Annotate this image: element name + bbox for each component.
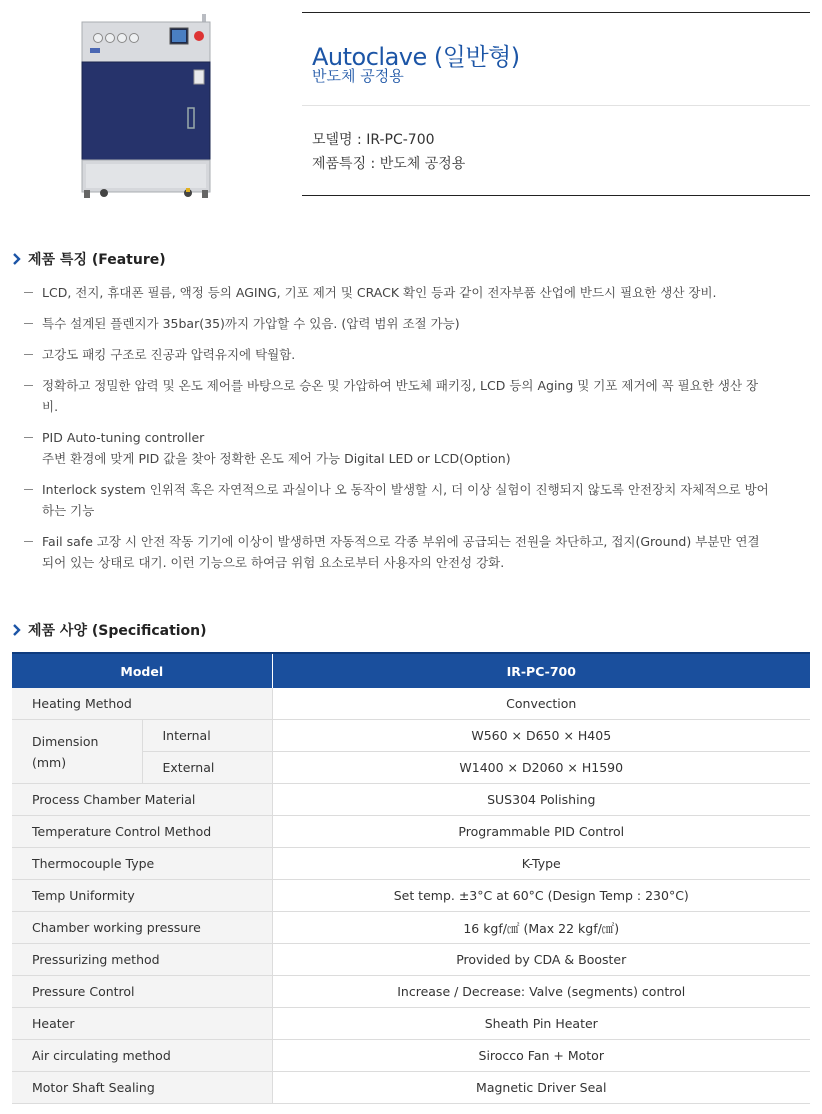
spec-value: Set temp. ±3°C at 60°C (Design Temp : 230°C) [272,880,810,912]
spec-label: Process Chamber Material [12,784,272,816]
table-row [12,688,810,720]
spec-value: W1400 × D2060 × H1590 [272,752,810,784]
spec-value: 16 kgf/㎠ (Max 22 kgf/㎠) [272,912,810,944]
dash-icon [24,354,33,355]
table-row [12,944,810,976]
feature-heading [12,249,166,269]
spec-heading [12,620,207,640]
feature-item [24,313,810,334]
spec-sublabel: External [142,752,272,784]
feature-item [24,479,810,521]
spec-value: Magnetic Driver Seal [272,1072,810,1104]
dash-icon [24,292,33,293]
feature-list [24,282,810,583]
feature-text: 하는 기능 [42,503,95,518]
feature-text: LCD, 전지, 휴대폰 필름, 액정 등의 AGING, 기포 제거 및 CRACK 확인 등과 같이 전자부품 산업에 반드시 필요한 생산 장비. [42,285,717,300]
spec-table [12,652,810,1104]
spec-label: Thermocouple Type [12,848,272,880]
product-title: Autoclave (일반형) [312,43,520,71]
spec-value: K-Type [272,848,810,880]
dash-icon [24,489,33,490]
spec-heading-text: 제품 사양 (Specification) [28,623,207,639]
spec-sublabel: Internal [142,720,272,752]
spec-value: Provided by CDA & Booster [272,944,810,976]
spec-col-value: IR-PC-700 [272,653,810,688]
feature-text: 되어 있는 상태로 대기. 이런 기능으로 하여금 위험 요소로부터 사용자의 안전성 강화. [42,555,505,570]
dimension-unit: (mm) [32,754,67,770]
spec-label [12,720,142,784]
spec-label: Air circulating method [12,1040,272,1072]
spec-header-row [12,653,810,688]
autoclave-machine-icon [76,12,216,202]
table-row [12,816,810,848]
feature-text: PID Auto-tuning controller [42,430,205,445]
dimension-label: Dimension [32,733,99,749]
spec-value: W560 × D650 × H405 [272,720,810,752]
table-row [12,1040,810,1072]
feature-text: Fail safe 고장 시 안전 작동 기기에 이상이 발생하면 자동적으로 각종 부위에 공급되는 전원을 차단하고, 접지(Ground) 부분만 연결 [42,534,760,549]
dash-icon [24,385,33,386]
feature-item [24,344,810,365]
title-divider [302,105,810,106]
product-title-block [302,12,810,196]
chevron-right-icon [12,253,22,265]
spec-label: Heating Method [12,688,272,720]
table-row [12,1008,810,1040]
feature-text: 비. [42,399,59,414]
spec-label: Motor Shaft Sealing [12,1072,272,1104]
table-row [12,880,810,912]
table-row [12,1072,810,1104]
feature-text: 정확하고 정밀한 압력 및 온도 제어를 바탕으로 승온 및 가압하여 반도체 패키징, LCD 등의 Aging 및 기포 제거에 꼭 필요한 생산 장 [42,378,759,393]
spec-label: Pressure Control [12,976,272,1008]
spec-col-model: Model [12,653,272,688]
spec-value: SUS304 Polishing [272,784,810,816]
product-subtitle: 반도체 공정용 [312,67,404,85]
dash-icon [24,323,33,324]
spec-value: Sheath Pin Heater [272,1008,810,1040]
table-row [12,912,810,944]
spec-label: Temperature Control Method [12,816,272,848]
spec-value: Programmable PID Control [272,816,810,848]
feature-text: Interlock system 인위적 혹은 자연적으로 과실이나 오 동작이 발생할 시, 더 이상 실험이 진행되지 않도록 안전장치 자체적으로 방어 [42,482,769,497]
feature-item [24,282,810,303]
feature-text: 고강도 패킹 구조로 진공과 압력유지에 탁월함. [42,347,296,362]
table-row [12,848,810,880]
dash-icon [24,437,33,438]
table-row [12,976,810,1008]
feature-heading-text: 제품 특징 (Feature) [28,252,166,268]
feature-item [24,531,810,573]
feature-text: 특수 설계된 플렌지가 35bar(35)까지 가압할 수 있음. (압력 범위 조절 가능) [42,316,460,331]
feature-text: 주변 환경에 맞게 PID 값을 찾아 정확한 온도 제어 가능 Digital LED or LCD(Option) [42,451,511,466]
table-row [12,720,810,752]
dash-icon [24,541,33,542]
spec-value: Sirocco Fan + Motor [272,1040,810,1072]
chevron-right-icon [12,624,22,636]
spec-label: Chamber working pressure [12,912,272,944]
model-name-line: 모델명 : IR-PC-700 [312,132,435,148]
table-row [12,784,810,816]
spec-label: Temp Uniformity [12,880,272,912]
feature-item [24,427,810,469]
spec-value: Convection [272,688,810,720]
spec-label: Heater [12,1008,272,1040]
spec-label: Pressurizing method [12,944,272,976]
spec-value: Increase / Decrease: Valve (segments) control [272,976,810,1008]
feature-item [24,375,810,417]
product-feature-line: 제품특징 : 반도체 공정용 [312,156,466,172]
